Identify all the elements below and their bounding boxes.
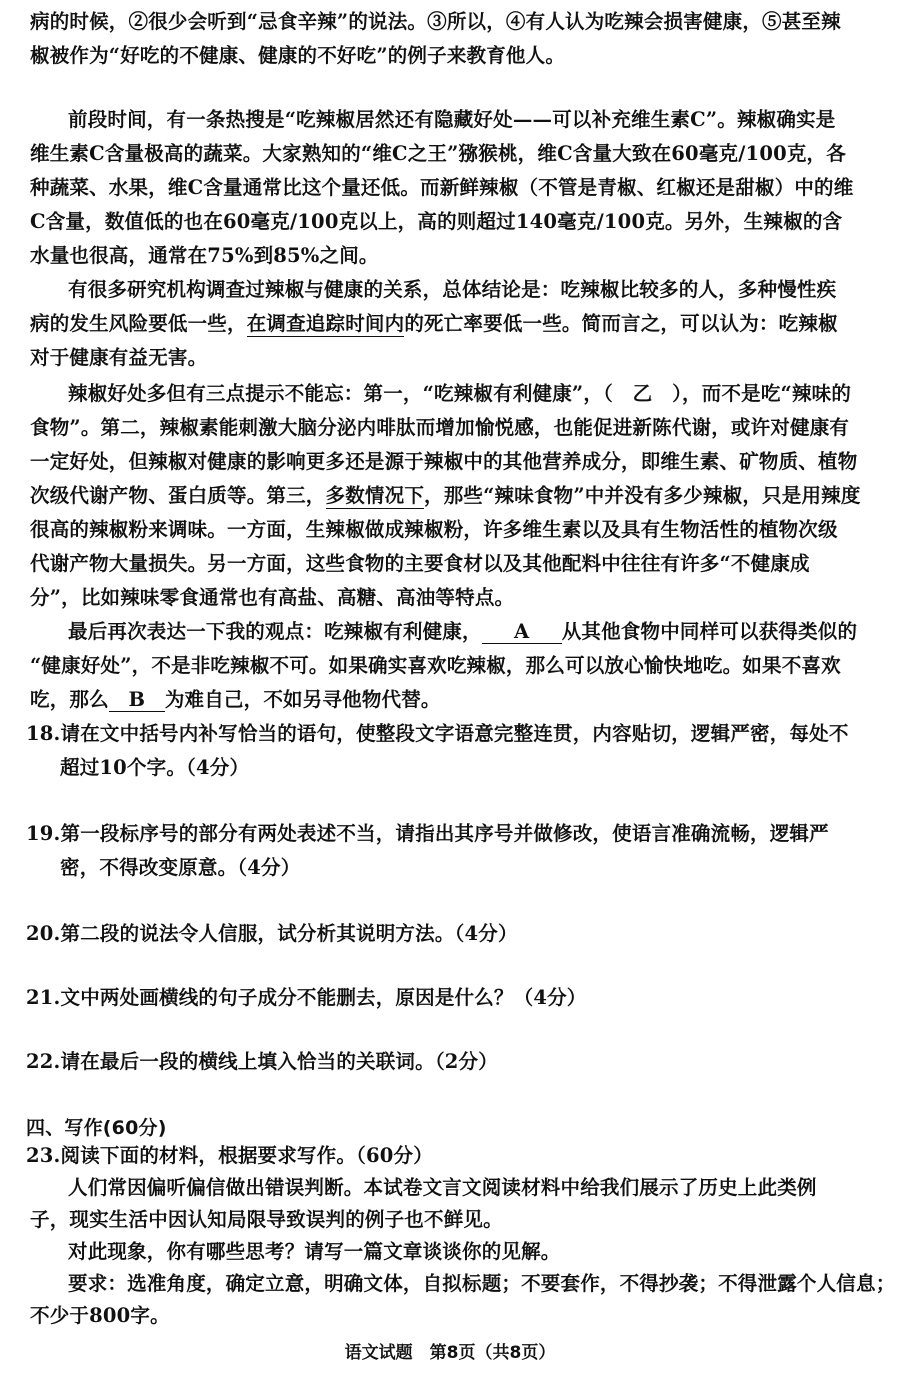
passage-p2-line4: C含量，数值低的也在60毫克/100克以上，高的则超过140毫克/100克。另外，生辣椒的含	[30, 210, 843, 233]
passage-p4-line5: 很高的辣椒粉来调味。一方面，生辣椒做成辣椒粉，许多维生素以及具有生物活性的植物次级	[30, 518, 838, 541]
writing-requirement-line2: 不少于800字。	[30, 1304, 170, 1327]
passage-p1-line2: 椒被作为“好吃的不健康、健康的不好吃”的例子来教育他人。	[30, 44, 566, 67]
passage-p4-line6: 代谢产物大量损失。另一方面，这些食物的主要食材以及其他配料中往往有许多“不健康成	[30, 552, 810, 575]
passage-p4-line1: 辣椒好处多但有三点提示不能忘：第一，“吃辣椒有利健康”，（ 乙 ），而不是吃“辣味的	[68, 382, 852, 405]
passage-p1-line1: 病的时候，②很少会听到“忌食辛辣”的说法。③所以，④有人认为吃辣会损害健康，⑤甚至辣	[30, 10, 841, 33]
passage-p5-line2: “健康好处”，不是非吃辣椒不可。如果确实喜欢吃辣椒，那么可以放心愉快地吃。如果不喜欢	[30, 654, 841, 677]
underlined-phrase-1: 在调查追踪时间内	[246, 312, 405, 335]
question-20: 20.第二段的说法令人信服，试分析其说明方法。（4分）	[26, 922, 518, 945]
passage-p4-line3: 一定好处，但辣椒对健康的影响更多还是源于辣椒中的其他营养成分，即维生素、矿物质、植物	[30, 450, 858, 473]
passage-p2-line1: 前段时间，有一条热搜是“吃辣椒居然还有隐藏好处——可以补充维生素C”。辣椒确实是	[68, 108, 836, 131]
question-23: 23.阅读下面的材料，根据要求写作。（60分）	[26, 1144, 433, 1167]
passage-p3-line2	[30, 312, 838, 336]
question-18-line1: 18.请在文中括号内补写恰当的语句，使整段文字语意完整连贯，内容贴切，逻辑严密，每处不	[26, 722, 849, 745]
question-19-line2: 密，不得改变原意。（4分）	[60, 856, 301, 879]
passage-p2-line3: 种蔬菜、水果，维C含量通常比这个量还低。而新鲜辣椒（不管是青椒、红椒还是甜椒）中的维	[30, 176, 854, 199]
passage-p5-line3-post: 为难自己，不如另寻他物代替。	[164, 688, 441, 711]
passage-p3-line2-pre: 病的发生风险要低一些，	[30, 312, 247, 335]
passage-p4-line4-pre: 次级代谢产物、蛋白质等。第三，	[30, 484, 326, 507]
section-title-writing: 四、写作(60分)	[26, 1117, 167, 1139]
passage-p4-line2: 食物”。第二，辣椒素能刺激大脑分泌内啡肽而增加愉悦感，也能促进新陈代谢，或许对健康有	[30, 416, 850, 439]
question-22: 22.请在最后一段的横线上填入恰当的关联词。（2分）	[26, 1050, 498, 1073]
question-18-line2: 超过10个字。（4分）	[60, 756, 250, 779]
question-19-line1: 19.第一段标序号的部分有两处表述不当，请指出其序号并做修改，使语言准确流畅，逻辑严	[26, 822, 829, 845]
blank-a[interactable]: A	[482, 621, 562, 644]
passage-p2-line2: 维生素C含量极高的蔬菜。大家熟知的“维C之王”猕猴桃，维C含量大致在60毫克/100克，各	[30, 142, 846, 165]
passage-p3-line1: 有很多研究机构调查过辣椒与健康的关系，总体结论是：吃辣椒比较多的人，多种慢性疾	[68, 278, 837, 301]
question-21: 21.文中两处画横线的句子成分不能删去，原因是什么？（4分）	[26, 986, 587, 1009]
passage-p5-line3-pre: 吃，那么	[30, 688, 109, 711]
passage-p5-line1-pre: 最后再次表达一下我的观点：吃辣椒有利健康，	[68, 620, 482, 643]
page-footer: 语文试题 第8页（共8页）	[344, 1343, 556, 1363]
writing-material-line1: 人们常因偏听偏信做出错误判断。本试卷文言文阅读材料中给我们展示了历史上此类例	[68, 1176, 817, 1199]
passage-p3-line2-post: 的死亡率要低一些。简而言之，可以认为：吃辣椒	[404, 312, 838, 335]
passage-p4-line4	[30, 484, 861, 508]
passage-p4-line4-post: ，那些“辣味食物”中并没有多少辣椒，只是用辣度	[424, 484, 861, 507]
passage-p5-line1-post: 从其他食物中同样可以获得类似的	[561, 620, 858, 643]
passage-p5-line3	[30, 688, 441, 712]
writing-requirement-line1: 要求：选准角度，确定立意，明确文体，自拟标题；不要套作，不得抄袭；不得泄露个人信息；	[68, 1272, 896, 1295]
blank-b[interactable]: B	[109, 689, 165, 712]
writing-material-line2: 子，现实生活中因认知局限导致误判的例子也不鲜见。	[30, 1208, 503, 1231]
passage-p2-line5: 水量也很高，通常在75%到85%之间。	[30, 244, 379, 267]
underlined-phrase-2: 多数情况下	[325, 484, 425, 507]
writing-prompt: 对此现象，你有哪些思考？请写一篇文章谈谈你的见解。	[68, 1240, 561, 1263]
passage-p4-line7: 分”，比如辣味零食通常也有高盐、高糖、高油等特点。	[30, 586, 515, 609]
passage-p3-line3: 对于健康有益无害。	[30, 346, 208, 369]
passage-p5-line1	[30, 620, 857, 644]
